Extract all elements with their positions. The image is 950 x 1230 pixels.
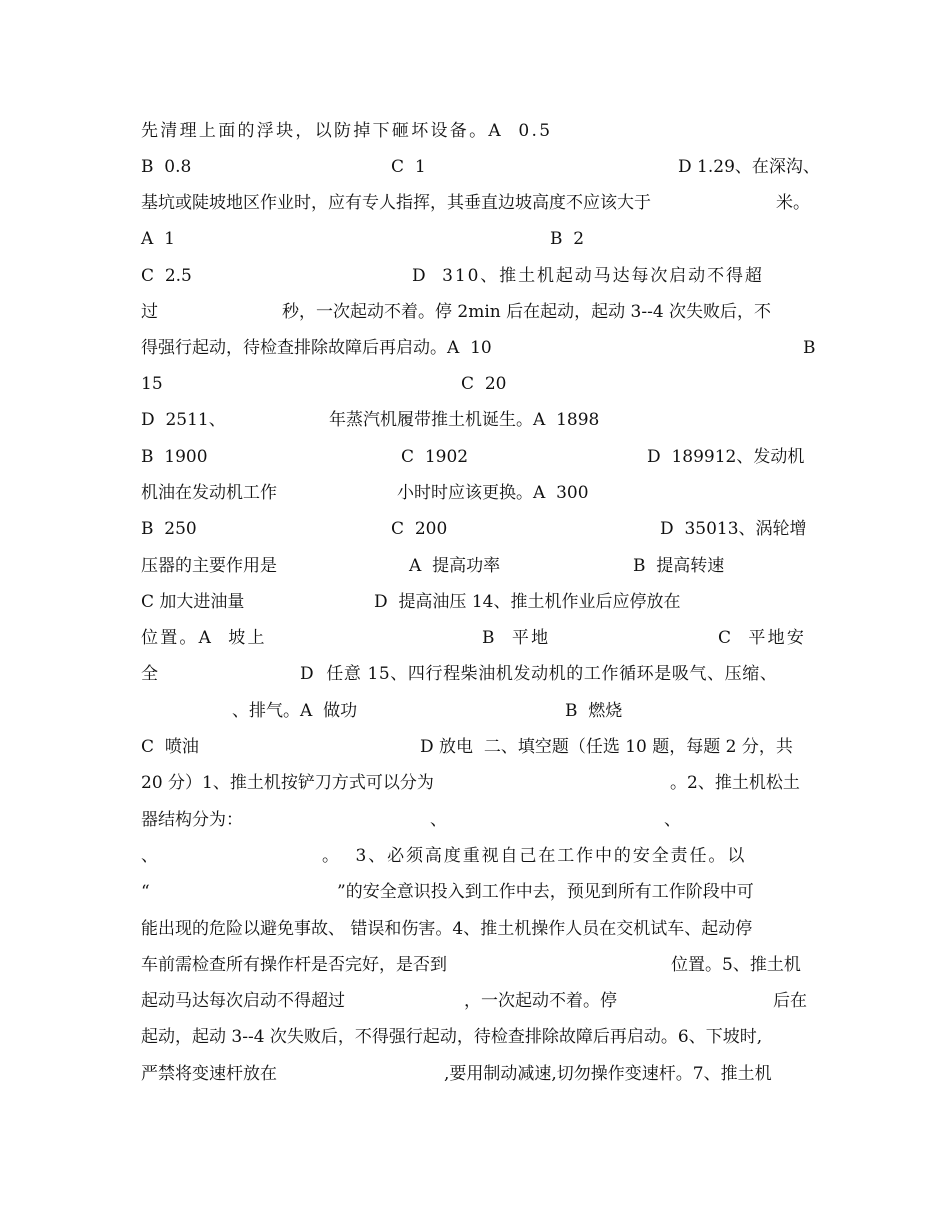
- text-line: [141, 298, 813, 326]
- text-run: D 提高油压 14、推土机作业后应停放在: [374, 592, 681, 612]
- text-run: 车前需检查所有操作杆是否完好，是否到: [141, 955, 447, 975]
- text-line: [141, 406, 813, 434]
- text-run: B 2: [550, 229, 585, 249]
- text-run: 起动，起动 3--4 次失败后，不得强行起动，待检查排除故障后再启动。6、下坡时,: [141, 1027, 763, 1047]
- text-line: [141, 262, 813, 290]
- text-line: [141, 588, 813, 616]
- text-run: D 任意 15、四行程柴油机发动机的工作循环是吸气、压缩、: [300, 664, 778, 684]
- text-run: 小时时应该更换。A 300: [397, 483, 589, 503]
- text-run: D 放电 二、填空题（任选 10 题，每题 2 分，共: [420, 737, 793, 757]
- text-run: 年蒸汽机履带推土机诞生。A 1898: [329, 410, 600, 430]
- text-run: 。 3、必须高度重视自己在工作中的安全责任。以: [322, 846, 747, 866]
- text-run: 、: [141, 846, 158, 866]
- text-run: 、: [664, 810, 681, 830]
- text-run: C 1902: [401, 447, 469, 467]
- text-line: [141, 915, 813, 943]
- text-run: D 1.29、在深沟、: [678, 157, 820, 177]
- text-run: 15: [141, 374, 163, 394]
- text-run: C 2.5: [141, 266, 192, 286]
- text-line: [141, 552, 813, 580]
- text-line: [141, 1023, 813, 1051]
- text-line: [141, 515, 813, 543]
- text-run: 机油在发动机工作: [141, 483, 277, 503]
- text-run: B 平地: [482, 628, 551, 648]
- text-run: 位置。A 坡上: [141, 628, 267, 648]
- text-line: [141, 878, 813, 906]
- text-line: [141, 443, 813, 471]
- text-line: [141, 769, 813, 797]
- text-run: 器结构分为：: [141, 810, 243, 830]
- text-line: [141, 117, 813, 145]
- text-run: 。2、推土机松土: [670, 773, 800, 793]
- text-line: [141, 153, 820, 181]
- text-line: [141, 479, 813, 507]
- text-line: [141, 733, 813, 761]
- text-run: D 35013、涡轮增: [660, 519, 807, 539]
- text-run: 基坑或陡坡地区作业时，应有专人指挥，其垂直边坡高度不应该大于: [141, 193, 651, 213]
- text-line: [141, 842, 813, 870]
- text-line: [141, 697, 813, 725]
- text-run: 严禁将变速杆放在: [141, 1064, 277, 1084]
- text-line: [141, 624, 813, 652]
- text-run: D 310、推土机起动马达每次启动不得超: [412, 266, 764, 286]
- text-run: B 250: [141, 519, 197, 539]
- text-line: [141, 189, 813, 217]
- text-run: C 加大进油量: [141, 592, 245, 612]
- text-run: ,要用制动减速,切勿操作变速杆。7、推土机: [444, 1064, 772, 1084]
- text-run: C 20: [461, 374, 507, 394]
- text-run: B 1900: [141, 447, 208, 467]
- text-run: “: [141, 882, 150, 902]
- text-line: [141, 1060, 813, 1088]
- text-run: B 燃烧: [565, 701, 623, 721]
- text-run: ，一次起动不着。停: [464, 991, 617, 1011]
- text-run: B: [803, 338, 816, 358]
- text-run: 、: [430, 810, 447, 830]
- text-line: [141, 660, 813, 688]
- text-run: A 1: [141, 229, 175, 249]
- text-line: [141, 987, 813, 1015]
- text-run: 得强行起动，待检查排除故障后再启动。A 10: [141, 338, 492, 358]
- text-run: 后在: [773, 991, 807, 1011]
- text-run: C 平地安: [718, 628, 807, 648]
- text-run: D 189912、发动机: [647, 447, 805, 467]
- text-line: [141, 951, 813, 979]
- text-run: B 提高转速: [633, 556, 725, 576]
- text-run: 秒，一次起动不着。停 2min 后在起动，起动 3--4 次失败后，不: [282, 302, 772, 322]
- text-run: C 1: [391, 157, 426, 177]
- text-run: 先清理上面的浮块，以防掉下砸坏设备。A 0.5: [141, 121, 553, 141]
- text-line: [141, 370, 813, 398]
- text-run: 位置。5、推土机: [671, 955, 801, 975]
- text-run: 米。: [776, 193, 810, 213]
- text-run: 压器的主要作用是: [141, 556, 277, 576]
- text-run: ”的安全意识投入到工作中去，预见到所有工作阶段中可: [337, 882, 754, 902]
- text-line: [141, 334, 816, 362]
- text-run: 、排气。A 做功: [232, 701, 358, 721]
- text-run: B 0.8: [141, 157, 192, 177]
- text-line: [141, 225, 813, 253]
- text-run: 起动马达每次启动不得超过: [141, 991, 345, 1011]
- text-run: 过: [141, 302, 158, 322]
- text-run: 能出现的危险以避免事故、 错误和伤害。4、推土机操作人员在交机试车、起动停: [141, 919, 753, 939]
- text-run: 20 分）1、推土机按铲刀方式可以分为: [141, 773, 434, 793]
- text-run: C 200: [391, 519, 448, 539]
- text-line: [141, 806, 813, 834]
- text-run: D 2511、: [141, 410, 226, 430]
- text-run: 全: [141, 664, 158, 684]
- text-run: A 提高功率: [409, 556, 501, 576]
- text-run: C 喷油: [141, 737, 199, 757]
